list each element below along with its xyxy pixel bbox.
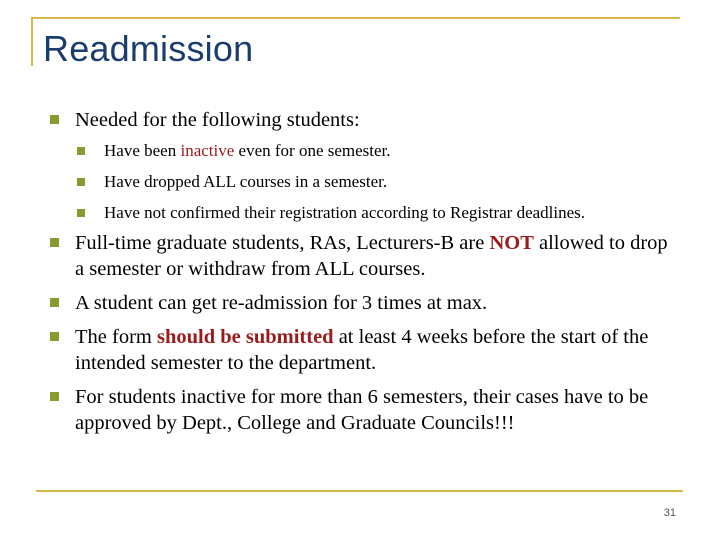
highlight-inactive: inactive [180, 141, 235, 160]
slide-body [50, 107, 680, 436]
square-bullet-icon [77, 147, 85, 155]
square-bullet-icon [77, 178, 85, 186]
bullet-text-pre: Have been [104, 141, 181, 160]
title-frame-top-rule [31, 17, 680, 19]
bullet-inactive-six-semesters [50, 384, 680, 436]
highlight-should-be-submitted: should be submitted [156, 326, 334, 348]
footer-rule [36, 490, 683, 492]
sub-bullet-dropped [50, 171, 680, 193]
title-frame-left-rule [31, 17, 33, 66]
bullet-text-post: even for one semester. [234, 141, 391, 160]
bullet-text-pre: The form [75, 326, 157, 348]
bullet-full-time [50, 230, 680, 282]
bullet-text: A student can get re-admission for 3 times at max. [75, 292, 488, 314]
square-bullet-icon [77, 209, 85, 217]
bullet-text-post: at least 4 weeks before the start of the intended semester to the department. [75, 326, 649, 374]
square-bullet-icon [50, 392, 59, 401]
bullet-text-pre: Full-time graduate students, RAs, Lecturers-B are [75, 232, 490, 254]
square-bullet-icon [50, 332, 59, 341]
highlight-not: NOT [489, 232, 534, 254]
bullet-text: Needed for the following students: [75, 109, 360, 131]
square-bullet-icon [50, 115, 59, 124]
square-bullet-icon [50, 238, 59, 247]
bullet-text: Have not confirmed their registration according to Registrar deadlines. [104, 203, 586, 222]
bullet-text-post: allowed to drop a semester or withdraw from ALL courses. [75, 232, 668, 280]
square-bullet-icon [50, 298, 59, 307]
sub-bullet-not-confirmed [50, 202, 680, 224]
bullet-needed-for [50, 107, 680, 133]
bullet-readmission-limit [50, 290, 680, 316]
sub-bullet-inactive [50, 140, 680, 162]
page-number: 31 [663, 507, 676, 519]
slide-title: Readmission [43, 28, 254, 69]
bullet-text: Have dropped ALL courses in a semester. [104, 172, 388, 191]
bullet-form-submission [50, 324, 680, 376]
bullet-text: For students inactive for more than 6 semesters, their cases have to be approved by Dept., College and Graduate Councils!!! [75, 386, 649, 434]
